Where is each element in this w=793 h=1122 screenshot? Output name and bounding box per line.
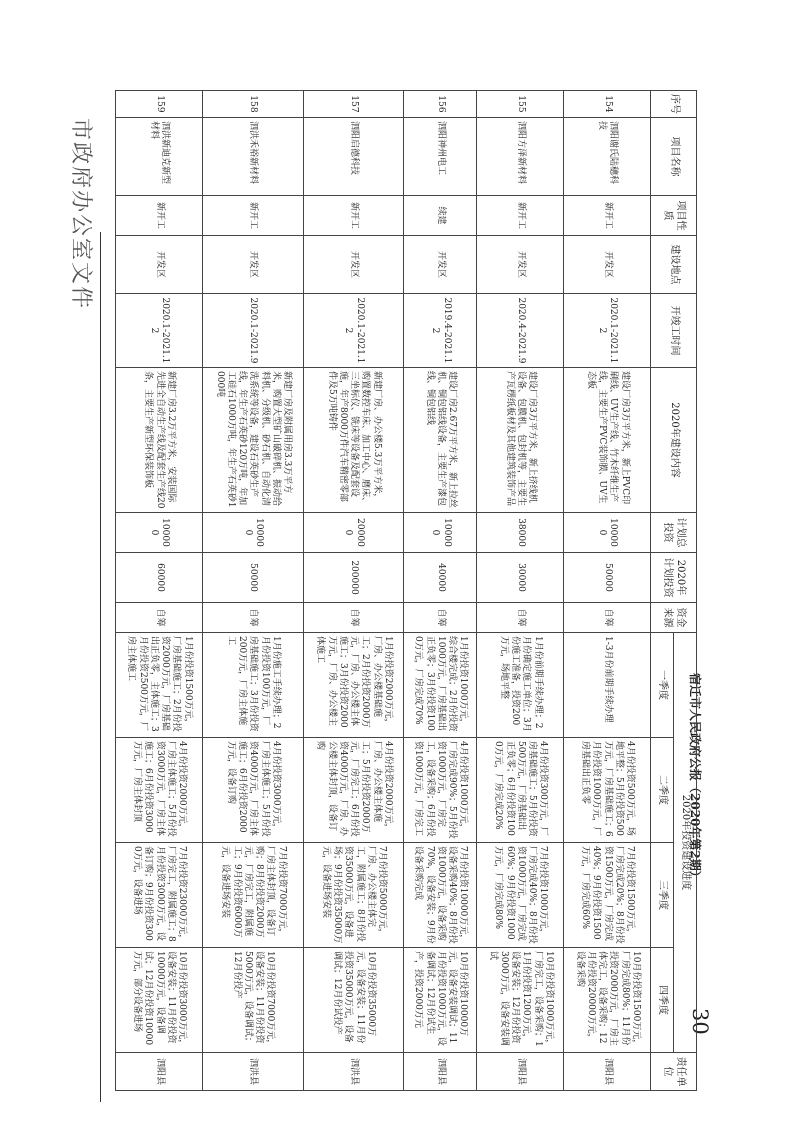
cell-nature: 新开工 [477,196,564,236]
cell-plan-2020: 50000 [202,553,303,603]
cell-q1: 1月份投资2000万元，厂房、办公楼基础施工；2月份投资2000万元，厂房、办公楼主体施工；3月份投资2000万元，厂房、办公楼主体施工 [303,633,404,738]
cell-q2: 4月份投资300万元，厂房基础施工；5月份投资500万元，厂房基础出正负零；6月份投资1000万元，厂房完成20% [477,738,564,843]
col-period: 开竣工时间 [651,294,697,368]
cell-q2: 4月份投资3000万元，厂房主体施工；5月份投资4000万元，厂房主体施工；6月份投资2000万元，设备订购 [202,738,303,843]
cell-period: 2020.1-2021.12 [564,294,651,368]
col-q4: 四季度 [651,948,674,1053]
cell-seq: 154 [564,91,651,118]
cell-q4: 10月份投资1000万元，厂房完工，设备采购；11月份投资1200万元，设备安装；12月份投资3000万元，设备安装调试 [477,948,564,1053]
table-row [202,91,303,1091]
page-number: 30 [688,1008,712,1035]
cell-plan-2020: 50000 [564,553,651,603]
cell-unit: 泗阳县 [477,1053,564,1091]
table-row [477,91,564,1091]
cell-plan-2020: 40000 [404,553,477,603]
cell-q4: 10月份投资3000万元，设备安装；11月份投资10000万元，设备调试；12月份投资10000万元，部分设备进场 [116,948,203,1053]
cell-q1: 1月份施工手续办理；2月份投资100万元，厂房基础施工；3月份投资200万元，厂房主体施工 [202,633,303,738]
cell-plan-2020: 200000 [303,553,404,603]
cell-period: 2020.4-2021.9 [477,294,564,368]
cell-period: 2020.1-2021.12 [116,294,203,368]
cell-name: 泗阳方泽新材料 [477,118,564,196]
cell-location: 开发区 [404,236,477,294]
cell-content: 建设厂房2.67万平方米，新上拉丝机、铜包铝线设备，主要生产漆包线、铜包铝线 [404,368,477,513]
cell-name: 泗阳启德科技 [303,118,404,196]
cell-total-invest: 100000 [116,513,203,553]
cell-total-invest: 100000 [202,513,303,553]
cell-name: 泗阳神州电工 [404,118,477,196]
col-fund: 资金来源 [651,603,697,633]
col-seq: 序号 [651,91,697,118]
cell-name: 泗洪禾裕新材料 [202,118,303,196]
cell-total-invest: 200000 [303,513,404,553]
cell-q2: 4月份投资1000万元，厂房完成90%；5月份投资1000万元，厂房完工，设备采购；6月份投资1000万元，厂房完工 [404,738,477,843]
cell-q1: 1月份投资1500万元，厂房基础施工；2月份投资2000万元，厂房基础出正负零，主体施工；3月份投资2500万元，厂房主体施工 [116,633,203,738]
cell-fund: 自筹 [116,603,203,633]
cell-unit: 泗阳县 [404,1053,477,1091]
cell-plan-2020: 60000 [116,553,203,603]
cell-seq: 158 [202,91,303,118]
cell-seq: 155 [477,91,564,118]
cell-unit: 泗阳县 [116,1053,203,1091]
cell-total-invest: 38000 [477,513,564,553]
cell-total-invest: 100000 [404,513,477,553]
cell-fund: 自筹 [404,603,477,633]
cell-q2: 4月份投资500万元，场地平整；5月份投资500万元，厂房基础施工；6月份投资1000万元，厂房基础出正负零 [564,738,651,843]
cell-fund: 自筹 [303,603,404,633]
header-title: 市政府办公室文件 [68,118,93,311]
cell-q2: 4月份投资2000万元，厂房主体施工；5月份投资3000万元，厂房主体施工；6月份投资3000万元，厂房主体封顶 [116,738,203,843]
col-q3: 三季度 [651,843,674,948]
rotated-table-container [115,90,697,1090]
cell-seq: 159 [116,91,203,118]
col-total-invest: 计划总投资 [651,513,697,553]
cell-location: 开发区 [564,236,651,294]
cell-content: 建设厂房3万平方米，新上PVC印刷线、UV生产线、竹木纤维生产线，主要生产PVC装饰膜、UV生态板 [564,368,651,513]
table-row [564,91,651,1091]
table-row [116,91,203,1091]
cell-nature: 续建 [404,196,477,236]
cell-location: 开发区 [477,236,564,294]
cell-location: 开发区 [303,236,404,294]
cell-name: 泗洪新迪克新型材料 [116,118,203,196]
cell-period: 2019.4-2021.12 [404,294,477,368]
cell-content: 新建厂房、办公楼5.3万平方米，购置数控车床、加工中心、磨床、三坐标仪、铣床等设备及配套设施，年产8000万件汽车精密零部件及5万吨铸件 [303,368,404,513]
cell-q4: 10月份投资7000万元，设备安装；11月份投资5000万元，设备调试；12月份投产 [202,948,303,1053]
col-plan-2020: 2020年计划投资 [651,553,697,603]
cell-fund: 自筹 [564,603,651,633]
publication-name: 宿迁市人民政府公报（2020年第2期） [688,673,702,883]
cell-unit: 泗洪县 [303,1053,404,1091]
cell-q4: 10月份投资1500万元，厂房完成80%；11月份投资2000万元，厂房主体完工，设备采购；12月份投资20000万元，设备采购 [564,948,651,1053]
cell-location: 开发区 [202,236,303,294]
cell-q3: 7月份投资5000万元，厂房、办公楼主体完工，附属施工；8月份投资35000万元，设备进场；9月份投资35000万元，设备进场安装 [303,843,404,948]
col-nature: 项目性质 [651,196,697,236]
cell-content: 建设厂房3万平方米，新上挤线机设备、包膜机、包封机等，主要生产瓦楞纸板材及其他建筑装饰产品 [477,368,564,513]
cell-q3: 7月份投资1500万元，厂房完成20%；8月份投资1500万元，厂房完成40%；9月份投资1500万元，厂房完成60% [564,843,651,948]
cell-q1: 1月份投资1000万元，综合楼完成；2月份投资1000万元，厂房基础出正负零；3月份投资1000万元，厂房完成70% [404,633,477,738]
cell-q4: 10月份投资35000万元，设备安装；11月份投资35000万元，设备调试；12月份试投产 [303,948,404,1053]
cell-total-invest: 100000 [564,513,651,553]
cell-content: 新建厂房及附属用房3.3万平方米，购置大型矿山破碎机、振动给料机、分级机、砂石机、自动化清洗系统等设备，建设石英砂生产线，年生产石英砂120万吨，年加工硅石1000万吨，年生产石英砂1000吨 [202,368,303,513]
cell-unit: 泗洪县 [202,1053,303,1091]
cell-q4: 10月份投资10000万元，设备安装调试；11月份投资1000万元，设备调试；12月份试生产，投资2000万元 [404,948,477,1053]
col-q2: 二季度 [651,738,674,843]
table-row [404,91,477,1091]
cell-period: 2020.1-2021.12 [303,294,404,368]
cell-q1: 1-3月份前期手续办理 [564,633,651,738]
table-row [303,91,404,1091]
col-name: 项目名称 [651,118,697,196]
project-table [115,90,697,1091]
col-location: 建设地点 [651,236,697,294]
cell-unit: 泗阳县 [564,1053,651,1091]
header-rule [100,232,101,1102]
cell-seq: 156 [404,91,477,118]
col-progress-group: 2020年投资建设进度 [674,633,697,1053]
cell-name: 泗阳谢氏陆穗科技 [564,118,651,196]
cell-nature: 新开工 [202,196,303,236]
cell-nature: 新开工 [564,196,651,236]
cell-q3: 7月份投资23000万元，厂房完工，附属施工；8月份投资3000万元，设备订购；9月份投资3000万元，设备进场 [116,843,203,948]
cell-nature: 新开工 [116,196,203,236]
col-content: 2020年建设内容 [651,368,697,513]
cell-nature: 新开工 [303,196,404,236]
cell-fund: 自筹 [477,603,564,633]
header-row [674,91,697,1091]
cell-q1: 1月份前期手续办理；2月份确定施工单位；3月份施工准备，投资200万元，场地平整 [477,633,564,738]
cell-period: 2020.1-2021.9 [202,294,303,368]
col-q1: 一季度 [651,633,674,738]
cell-q3: 7月份投资10000万元，设备采购40%；8月份投资1000万元，设备采购70%，设备安装；9月份设备采购完成 [404,843,477,948]
cell-location: 开发区 [116,236,203,294]
cell-fund: 自筹 [202,603,303,633]
cell-content: 新建厂房3.2万平方米，安装国际先进全自动生产线及配套生产线20条，主要生产新型环保装饰板 [116,368,203,513]
col-unit: 责任单位 [651,1053,697,1091]
cell-plan-2020: 30000 [477,553,564,603]
cell-seq: 157 [303,91,404,118]
cell-q2: 4月份投资2000万元，厂房、办公楼主体施工；5月份投资2000万元，厂房完工；6月份投资4000万元，厂房、办公楼主体封顶，设备订购 [303,738,404,843]
cell-q3: 7月份投资7000万元，厂房主体封顶，设备订购；8月份投资2000万元，厂房完工，附属施工；9月份投资6000万元，设备进场安装 [202,843,303,948]
cell-q3: 7月份投资1000万元，厂房完成40%；8月份投资1000万元，厂房完成60%；9月份投资1000万元，厂房完成80% [477,843,564,948]
